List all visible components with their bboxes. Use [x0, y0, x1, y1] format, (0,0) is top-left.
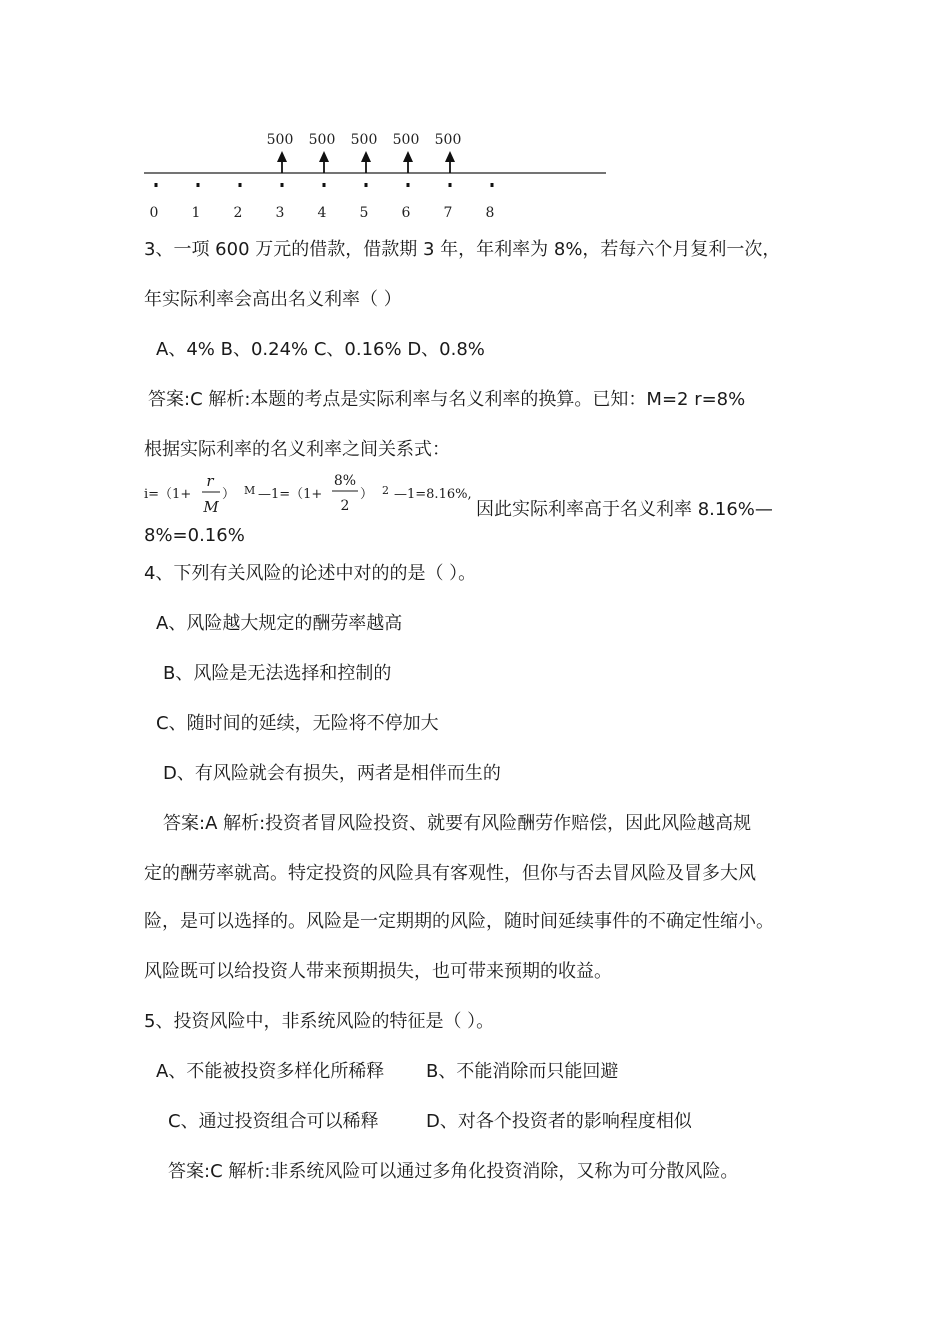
cashflow-arrow-head: [277, 151, 287, 162]
q3-options: A、4% B、0.24% C、0.16% D、0.8%: [156, 339, 485, 360]
cashflow-amount-label: 500: [434, 132, 462, 148]
q5-stem: 5、投资风险中，非系统风险的特征是（ ）。: [144, 1011, 495, 1032]
cashflow-amount-label: 500: [308, 132, 336, 148]
formula-end: —1=8.16%,: [394, 487, 472, 502]
q4-option-b: B、风险是无法选择和控制的: [163, 663, 392, 684]
formula-frac1-den: M: [203, 498, 219, 516]
formula-frac2-num: 8%: [333, 473, 357, 489]
cashflow-amount-label: 500: [392, 132, 420, 148]
timeline-dot: [239, 183, 242, 187]
interest-formula: [144, 468, 484, 524]
timeline-dot: [197, 183, 200, 187]
q5-option-a: A、不能被投资多样化所稀释: [156, 1061, 385, 1082]
formula-exp2: 2: [382, 484, 389, 497]
timeline-period-label: 2: [233, 205, 243, 221]
q3-stem-line1: 3、一项 600 万元的借款，借款期 3 年，年利率为 8%，若每六个月复利一次，: [144, 239, 781, 260]
q5-answer: 答案:C 解析:非系统风险可以通过多角化投资消除，又称为可分散风险。: [168, 1161, 739, 1182]
q4-option-a: A、风险越大规定的酬劳率越高: [156, 613, 403, 634]
q3-stem-line2: 年实际利率会高出名义利率（ ）: [144, 289, 402, 310]
timeline-period-label: 6: [401, 205, 411, 221]
q3-relation: 根据实际利率的名义利率之间关系式：: [144, 439, 450, 460]
q4-option-d: D、有风险就会有损失，两者是相伴而生的: [163, 763, 501, 784]
q3-answer: 答案:C 解析:本题的考点是实际利率与名义利率的换算。已知：M=2 r=8%: [148, 389, 746, 410]
q3-conclusion-b: 8%=0.16%: [144, 525, 245, 546]
cashflow-amount-label: 500: [350, 132, 378, 148]
q4-answer-line3: 险，是可以选择的。风险是一定期期的风险，随时间延续事件的不确定性缩小。: [144, 911, 774, 932]
timeline-period-label: 3: [275, 205, 285, 221]
formula-exp1: M: [244, 484, 256, 497]
cashflow-amount-label: 500: [266, 132, 294, 148]
timeline-dot: [407, 183, 410, 187]
cashflow-arrow-head: [403, 151, 413, 162]
timeline-dot: [449, 183, 452, 187]
timeline-period-label: 5: [359, 205, 369, 221]
formula-mid2: —1=（1+: [258, 487, 323, 502]
formula-mid1: ）: [222, 487, 236, 502]
timeline-period-label: 7: [443, 205, 453, 221]
q4-option-c: C、随时间的延续，无险将不停加大: [156, 713, 439, 734]
q4-stem: 4、下列有关风险的论述中对的的是（ ）。: [144, 563, 477, 584]
timeline-dot: [491, 183, 494, 187]
cashflow-arrow-head: [445, 151, 455, 162]
timeline-dot: [365, 183, 368, 187]
formula-lhs: i=（1+: [144, 487, 192, 502]
formula-frac1-num: r: [206, 472, 214, 490]
timeline-period-label: 1: [191, 205, 201, 221]
cashflow-timeline: [0, 0, 950, 230]
timeline-period-label: 0: [149, 205, 159, 221]
q3-conclusion-a: 因此实际利率高于名义利率 8.16%—: [476, 499, 773, 520]
q5-option-d: D、对各个投资者的影响程度相似: [426, 1111, 692, 1132]
cashflow-arrow-head: [361, 151, 371, 162]
timeline-dot: [281, 183, 284, 187]
q4-answer-line2: 定的酬劳率就高。特定投资的风险具有客观性，但你与否去冒风险及冒多大风: [144, 863, 756, 884]
formula-mid3: ）: [360, 487, 374, 502]
cashflow-arrow-head: [319, 151, 329, 162]
formula-frac2-den: 2: [340, 498, 350, 514]
q4-answer-line1: 答案:A 解析:投资者冒风险投资、就要有风险酬劳作赔偿，因此风险越高规: [163, 813, 752, 834]
timeline-dot: [323, 183, 326, 187]
timeline-period-label: 4: [317, 205, 327, 221]
q5-option-c: C、通过投资组合可以稀释: [168, 1111, 379, 1132]
q5-option-b: B、不能消除而只能回避: [426, 1061, 619, 1082]
timeline-dot: [155, 183, 158, 187]
q4-answer-line4: 风险既可以给投资人带来预期损失，也可带来预期的收益。: [144, 961, 612, 982]
timeline-period-label: 8: [485, 205, 495, 221]
